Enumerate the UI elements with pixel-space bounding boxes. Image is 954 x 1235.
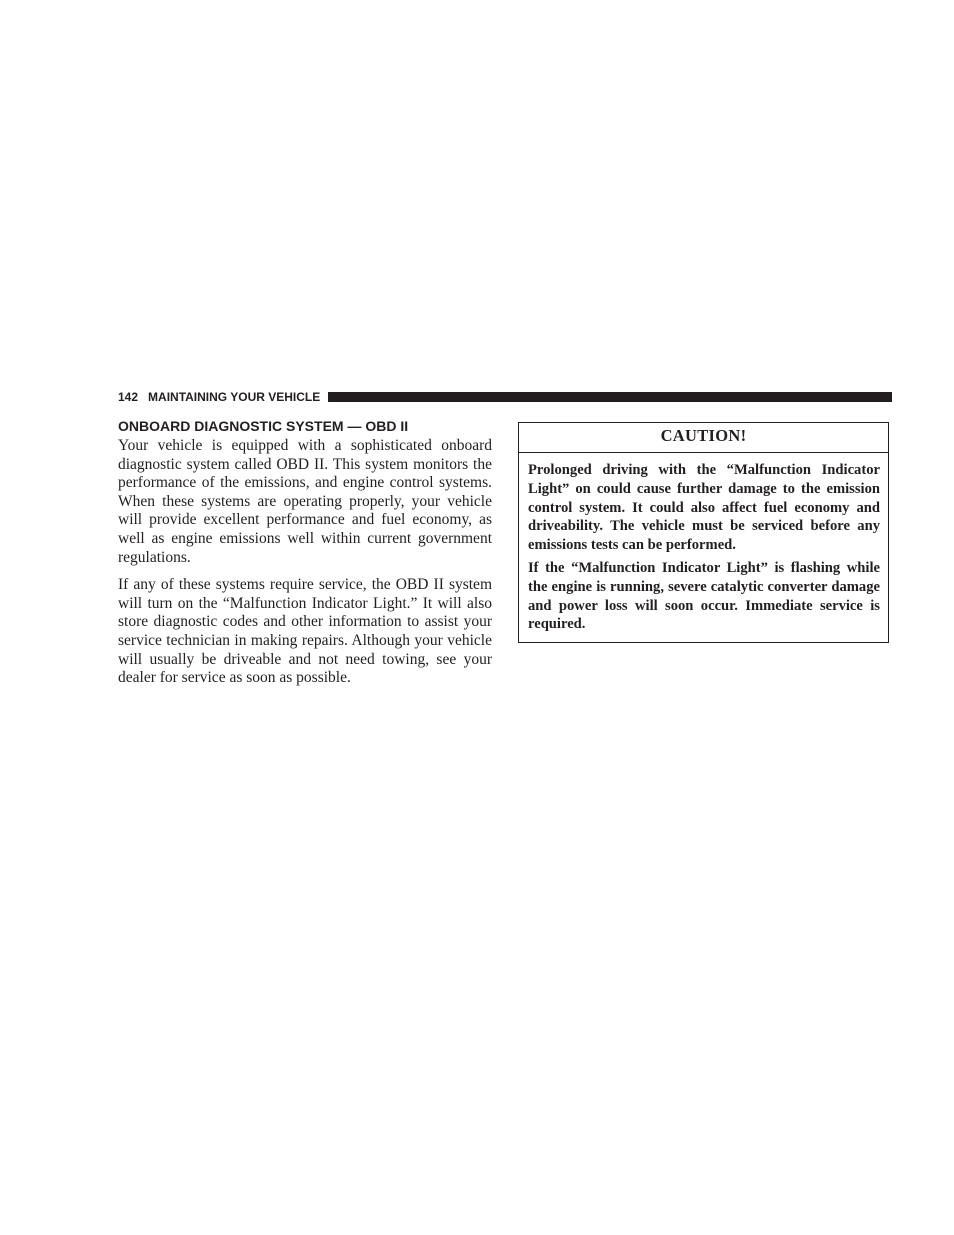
section-heading: ONBOARD DIAGNOSTIC SYSTEM — OBD II: [118, 418, 409, 434]
left-column: [118, 417, 492, 697]
body-paragraph-2: If any of these systems require service, the OBD II system will turn on the “Malfunction Indicator Light.” It will also store diagnostic codes and other information to assist your service technician in making repairs. Although your vehicle will usually be driveable and not need towing, see your dealer for service as soon as possible.: [118, 576, 492, 687]
running-header-title: MAINTAINING YOUR VEHICLE: [148, 390, 321, 404]
caution-box: [518, 422, 889, 643]
page-number: 142: [118, 390, 139, 404]
header-rule: [328, 392, 892, 402]
caution-paragraph-2: If the “Malfunction Indicator Light” is flashing while the engine is running, severe catalytic converter damage and power loss will soon occur. Immediate service is required.: [528, 559, 880, 633]
caution-body: [519, 453, 888, 642]
caution-paragraph-1: Prolonged driving with the “Malfunction Indicator Light” on could cause further damage to the emission control system. It could also affect fuel economy and driveability. The vehicle must be serviced before any emissions tests can be performed.: [528, 462, 880, 554]
body-paragraph-1: Your vehicle is equipped with a sophisticated onboard diagnostic system called OBD II. This system monitors the performance of the emissions, and engine control systems. When these systems are operating properly, your vehicle will provide excellent performance and fuel economy, as well as engine emissions well within current government regulations.: [118, 437, 492, 566]
caution-title: CAUTION!: [519, 423, 888, 453]
page-header: [118, 389, 892, 405]
